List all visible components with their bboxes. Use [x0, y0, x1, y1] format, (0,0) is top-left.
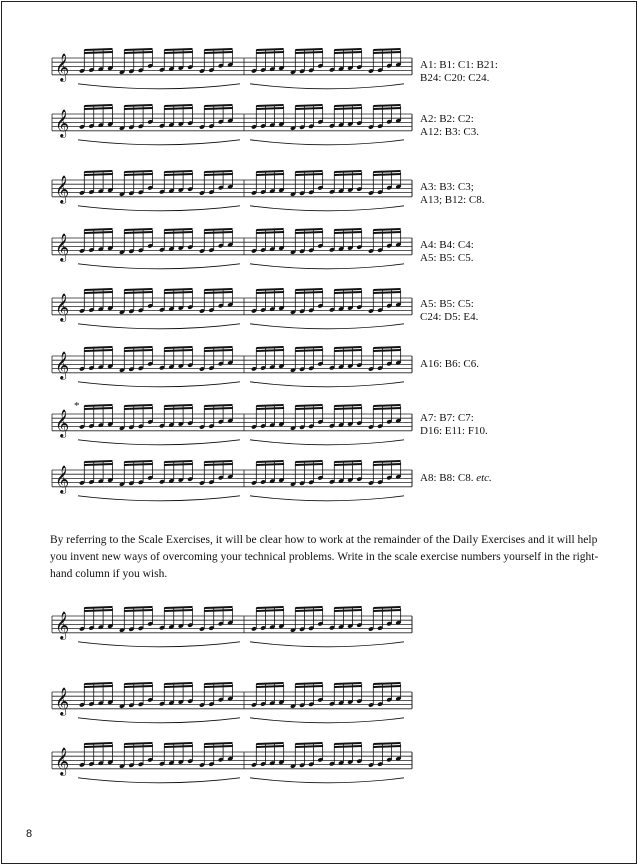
note-beam: [295, 171, 322, 172]
note-beam: [334, 289, 361, 290]
note-beam: [84, 683, 112, 684]
music-staves: [2, 2, 638, 865]
note-beam: [164, 746, 192, 747]
note-beam: [295, 289, 322, 290]
note-beam: [124, 610, 152, 611]
slur: [78, 206, 240, 211]
asterisk-mark: *: [74, 400, 80, 412]
note-beam: [373, 464, 400, 465]
exercise-label-5: A5: B5: C5: C24: D5: E4.: [420, 298, 479, 323]
note-beam: [373, 52, 400, 53]
note-beam: [124, 232, 152, 233]
slur: [78, 84, 240, 89]
note-beam: [164, 52, 192, 53]
note-beam: [256, 686, 283, 687]
note-beam: [204, 108, 232, 109]
note-beam: [124, 229, 152, 230]
note-beam: [124, 49, 152, 50]
note-beam: [204, 292, 232, 293]
note-beam: [204, 686, 232, 687]
note-beam: [334, 464, 361, 465]
note-beam: [84, 686, 112, 687]
note-beam: [84, 289, 112, 290]
note-beam: [84, 174, 112, 175]
note-beam: [164, 171, 192, 172]
note-beam: [295, 683, 322, 684]
note-beam: [124, 292, 152, 293]
note-beam: [373, 746, 400, 747]
note-beam: [373, 683, 400, 684]
note-beam: [204, 289, 232, 290]
note-beam: [84, 232, 112, 233]
note-beam: [164, 607, 192, 608]
note-beam: [334, 171, 361, 172]
slur: [250, 264, 404, 269]
note-beam: [256, 683, 283, 684]
treble-clef-icon: 𝄞: [55, 351, 70, 379]
note-beam: [373, 49, 400, 50]
note-beam: [164, 743, 192, 744]
note-beam: [334, 108, 361, 109]
note-beam: [164, 229, 192, 230]
note-beam: [204, 49, 232, 50]
note-beam: [256, 743, 283, 744]
note-beam: [334, 746, 361, 747]
note-beam: [295, 174, 322, 175]
slur: [78, 382, 240, 387]
note-beam: [295, 743, 322, 744]
slur: [250, 496, 404, 501]
note-beam: [295, 347, 322, 348]
note-beam: [373, 108, 400, 109]
note-beam: [84, 405, 112, 406]
note-beam: [295, 607, 322, 608]
note-beam: [84, 461, 112, 462]
treble-clef-icon: 𝄞: [55, 611, 70, 639]
note-beam: [204, 743, 232, 744]
note-beam: [334, 292, 361, 293]
note-beam: [256, 232, 283, 233]
note-beam: [204, 347, 232, 348]
note-beam: [295, 464, 322, 465]
treble-clef-icon: 𝄞: [55, 409, 70, 437]
note-beam: [295, 105, 322, 106]
note-beam: [334, 607, 361, 608]
note-beam: [295, 746, 322, 747]
note-beam: [204, 232, 232, 233]
treble-clef-icon: 𝄞: [55, 687, 70, 715]
slur: [250, 718, 404, 723]
note-beam: [334, 743, 361, 744]
note-beam: [373, 347, 400, 348]
note-beam: [204, 746, 232, 747]
note-beam: [164, 610, 192, 611]
note-beam: [84, 108, 112, 109]
note-beam: [164, 232, 192, 233]
slur: [78, 642, 240, 647]
note-beam: [84, 350, 112, 351]
note-beam: [124, 743, 152, 744]
note-beam: [256, 607, 283, 608]
note-beam: [164, 683, 192, 684]
note-beam: [334, 347, 361, 348]
note-beam: [334, 686, 361, 687]
note-beam: [204, 171, 232, 172]
treble-clef-icon: 𝄞: [55, 53, 70, 81]
note-beam: [256, 108, 283, 109]
note-beam: [295, 405, 322, 406]
note-beam: [256, 52, 283, 53]
slur: [78, 140, 240, 145]
treble-clef-icon: 𝄞: [55, 747, 70, 775]
note-beam: [373, 461, 400, 462]
note-beam: [124, 174, 152, 175]
note-beam: [124, 464, 152, 465]
note-beam: [295, 52, 322, 53]
note-beam: [164, 292, 192, 293]
note-beam: [124, 686, 152, 687]
note-beam: [204, 408, 232, 409]
note-beam: [256, 229, 283, 230]
note-beam: [334, 52, 361, 53]
note-beam: [295, 229, 322, 230]
treble-clef-icon: 𝄞: [55, 109, 70, 137]
note-beam: [84, 746, 112, 747]
note-beam: [295, 350, 322, 351]
exercise-label-6: A16: B6: C6.: [420, 358, 479, 370]
note-beam: [256, 292, 283, 293]
note-beam: [295, 49, 322, 50]
note-beam: [334, 461, 361, 462]
note-beam: [84, 171, 112, 172]
note-beam: [124, 683, 152, 684]
slur: [78, 778, 240, 783]
note-beam: [124, 461, 152, 462]
note-beam: [334, 408, 361, 409]
note-beam: [373, 743, 400, 744]
note-beam: [164, 461, 192, 462]
note-beam: [256, 174, 283, 175]
exercise-label-7: A7: B7: C7: D16: E11: F10.: [420, 412, 488, 437]
note-beam: [373, 105, 400, 106]
slur: [78, 324, 240, 329]
exercise-label-8: A8: B8: C8. etc.: [420, 472, 492, 484]
note-beam: [164, 405, 192, 406]
note-beam: [204, 464, 232, 465]
note-beam: [164, 108, 192, 109]
note-beam: [164, 49, 192, 50]
note-beam: [84, 105, 112, 106]
note-beam: [256, 746, 283, 747]
note-beam: [124, 607, 152, 608]
note-beam: [373, 292, 400, 293]
music-page: [1, 1, 637, 864]
note-beam: [295, 292, 322, 293]
note-beam: [204, 174, 232, 175]
treble-clef-icon: 𝄞: [55, 175, 70, 203]
note-beam: [373, 289, 400, 290]
note-beam: [334, 105, 361, 106]
note-beam: [124, 405, 152, 406]
note-beam: [124, 108, 152, 109]
note-beam: [84, 49, 112, 50]
note-beam: [164, 464, 192, 465]
note-beam: [256, 461, 283, 462]
note-beam: [256, 289, 283, 290]
note-beam: [373, 405, 400, 406]
treble-clef-icon: 𝄞: [55, 293, 70, 321]
slur: [78, 264, 240, 269]
note-beam: [204, 610, 232, 611]
slur: [250, 140, 404, 145]
exercise-label-1: A1: B1: C1: B21: B24: C20: C24.: [420, 59, 498, 84]
note-beam: [124, 105, 152, 106]
exercise-label-4: A4: B4: C4: A5: B5: C5.: [420, 239, 474, 264]
note-beam: [373, 350, 400, 351]
note-beam: [84, 743, 112, 744]
note-beam: [84, 52, 112, 53]
note-beam: [124, 171, 152, 172]
exercise-label-3: A3: B3: C3; A13; B12: C8.: [420, 181, 485, 206]
note-beam: [124, 350, 152, 351]
page-number: 8: [26, 828, 33, 840]
note-beam: [204, 683, 232, 684]
note-beam: [256, 105, 283, 106]
slur: [78, 440, 240, 445]
note-beam: [204, 607, 232, 608]
note-beam: [84, 464, 112, 465]
note-beam: [204, 52, 232, 53]
treble-clef-icon: 𝄞: [55, 465, 70, 493]
instruction-paragraph: By referring to the Scale Exercises, it will be clear how to work at the remainder of the Daily Exercises and it will help you invent new ways of overcoming your technical problems. Write in the scale exercise numbers yourself in the right-hand column if you wish.: [50, 534, 599, 580]
note-beam: [84, 610, 112, 611]
note-beam: [373, 171, 400, 172]
note-beam: [204, 105, 232, 106]
note-beam: [256, 49, 283, 50]
note-beam: [84, 292, 112, 293]
note-beam: [334, 49, 361, 50]
note-beam: [295, 232, 322, 233]
note-beam: [295, 610, 322, 611]
note-beam: [84, 347, 112, 348]
slur: [250, 382, 404, 387]
note-beam: [164, 105, 192, 106]
note-beam: [373, 232, 400, 233]
note-beam: [334, 683, 361, 684]
note-beam: [84, 408, 112, 409]
slur: [250, 778, 404, 783]
slur: [78, 718, 240, 723]
note-beam: [204, 229, 232, 230]
note-beam: [256, 464, 283, 465]
note-beam: [256, 405, 283, 406]
note-beam: [164, 408, 192, 409]
note-beam: [373, 686, 400, 687]
note-beam: [204, 405, 232, 406]
note-beam: [164, 174, 192, 175]
note-beam: [124, 52, 152, 53]
note-beam: [373, 174, 400, 175]
note-beam: [334, 350, 361, 351]
slur: [250, 324, 404, 329]
note-beam: [124, 289, 152, 290]
note-beam: [295, 686, 322, 687]
note-beam: [373, 229, 400, 230]
treble-clef-icon: 𝄞: [55, 233, 70, 261]
slur: [250, 440, 404, 445]
note-beam: [164, 686, 192, 687]
note-beam: [334, 405, 361, 406]
slur: [250, 84, 404, 89]
note-beam: [124, 408, 152, 409]
note-beam: [204, 350, 232, 351]
note-beam: [256, 171, 283, 172]
note-beam: [84, 607, 112, 608]
note-beam: [295, 108, 322, 109]
note-beam: [256, 408, 283, 409]
note-beam: [124, 347, 152, 348]
note-beam: [256, 610, 283, 611]
note-beam: [334, 232, 361, 233]
note-beam: [164, 289, 192, 290]
slur: [78, 496, 240, 501]
note-beam: [334, 229, 361, 230]
exercise-label-2: A2: B2: C2: A12: B3: C3.: [420, 113, 479, 138]
note-beam: [256, 347, 283, 348]
note-beam: [373, 610, 400, 611]
note-beam: [124, 746, 152, 747]
slur: [250, 206, 404, 211]
note-beam: [295, 408, 322, 409]
slur: [250, 642, 404, 647]
note-beam: [256, 350, 283, 351]
note-beam: [164, 350, 192, 351]
note-beam: [334, 610, 361, 611]
note-beam: [84, 229, 112, 230]
note-beam: [373, 607, 400, 608]
note-beam: [373, 408, 400, 409]
note-beam: [204, 461, 232, 462]
note-beam: [334, 174, 361, 175]
note-beam: [164, 347, 192, 348]
note-beam: [295, 461, 322, 462]
